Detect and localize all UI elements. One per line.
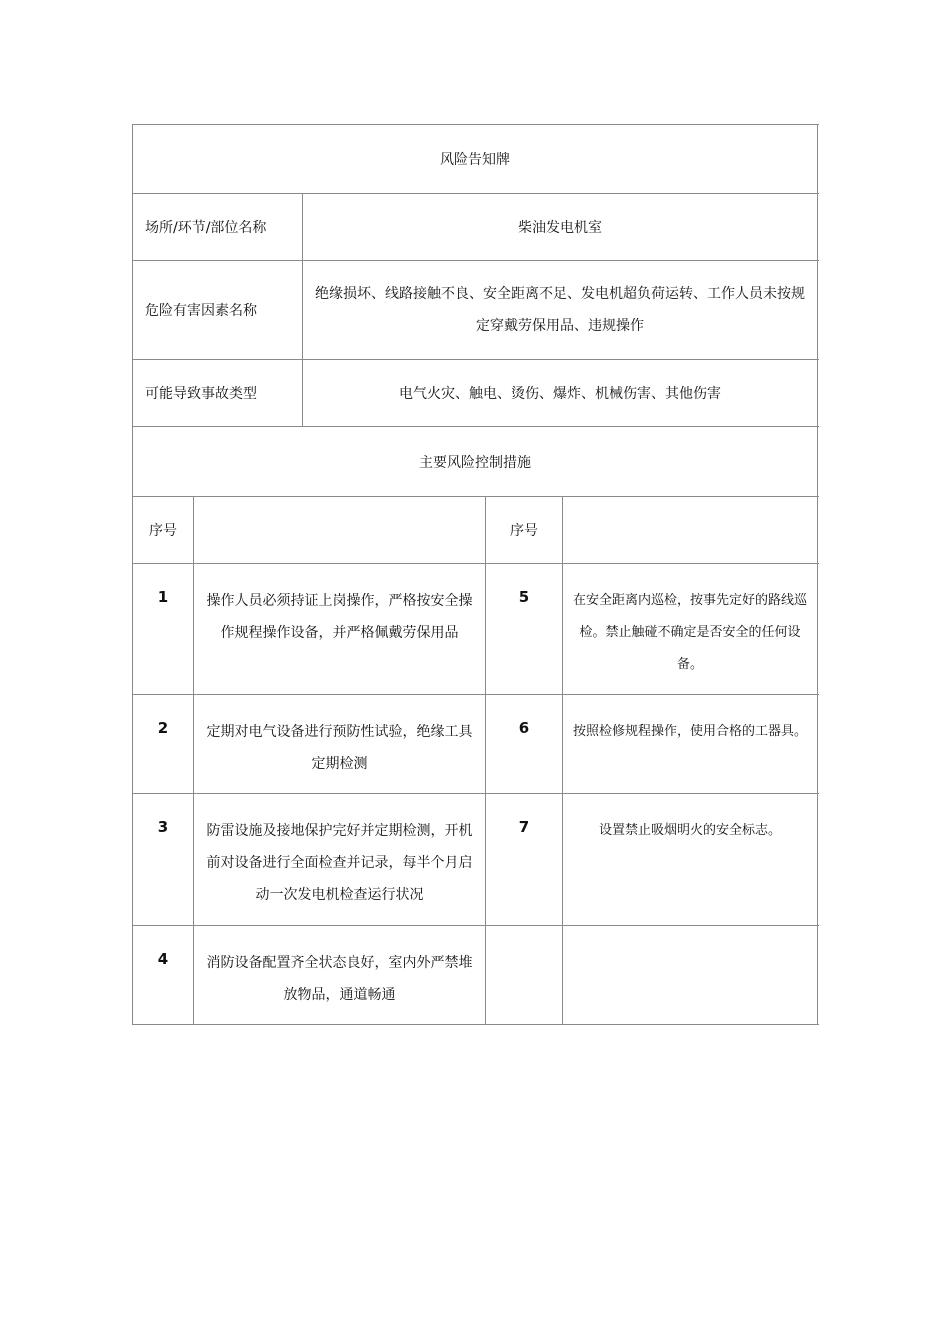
column-header-row <box>133 497 819 564</box>
measure-text: 消防设备配置齐全状态良好，室内外严禁堆放物品，通道畅通 <box>194 926 486 1024</box>
risk-notice-table <box>132 124 819 1025</box>
hazards-label: 危险有害因素名称 <box>133 261 303 359</box>
col-header-right-no: 序号 <box>486 497 563 563</box>
measure-text: 操作人员必须持证上岗操作，严格按安全操作规程操作设备，并严格佩戴劳保用品 <box>194 564 486 694</box>
col-header-left-text <box>194 497 486 563</box>
measure-row <box>133 926 819 1025</box>
measure-number: 6 <box>486 695 563 793</box>
measure-row <box>133 564 819 695</box>
accidents-label: 可能导致事故类型 <box>133 360 303 426</box>
measures-title: 主要风险控制措施 <box>133 427 818 496</box>
col-header-left-no: 序号 <box>133 497 194 563</box>
measure-number: 4 <box>133 926 194 1024</box>
measure-text: 防雷设施及接地保护完好并定期检测，开机前对设备进行全面检查并记录，每半个月启动一次发电机检查运行状况 <box>194 794 486 925</box>
col-header-right-text <box>563 497 818 563</box>
measure-number: 7 <box>486 794 563 925</box>
measures-title-row <box>133 427 819 497</box>
measure-text: 在安全距离内巡检，按事先定好的路线巡检。禁止触碰不确定是否安全的任何设备。 <box>563 564 818 694</box>
measure-text: 设置禁止吸烟明火的安全标志。 <box>563 794 818 925</box>
measure-text: 按照检修规程操作，使用合格的工器具。 <box>563 695 818 793</box>
measure-number <box>486 926 563 1024</box>
measure-number: 1 <box>133 564 194 694</box>
location-label: 场所/环节/部位名称 <box>133 194 303 260</box>
measure-row <box>133 695 819 794</box>
accidents-row <box>133 360 819 427</box>
measure-text: 定期对电气设备进行预防性试验，绝缘工具定期检测 <box>194 695 486 793</box>
hazards-row <box>133 261 819 360</box>
measure-row <box>133 794 819 926</box>
accidents-value: 电气火灾、触电、烫伤、爆炸、机械伤害、其他伤害 <box>303 360 818 426</box>
title-row <box>133 125 819 194</box>
measure-number: 2 <box>133 695 194 793</box>
measure-text <box>563 926 818 1024</box>
measure-number: 5 <box>486 564 563 694</box>
measure-number: 3 <box>133 794 194 925</box>
hazards-value: 绝缘损坏、线路接触不良、安全距离不足、发电机超负荷运转、工作人员未按规定穿戴劳保用品、违规操作 <box>303 261 818 359</box>
table-title: 风险告知牌 <box>133 125 818 193</box>
location-value: 柴油发电机室 <box>303 194 818 260</box>
location-row <box>133 194 819 261</box>
